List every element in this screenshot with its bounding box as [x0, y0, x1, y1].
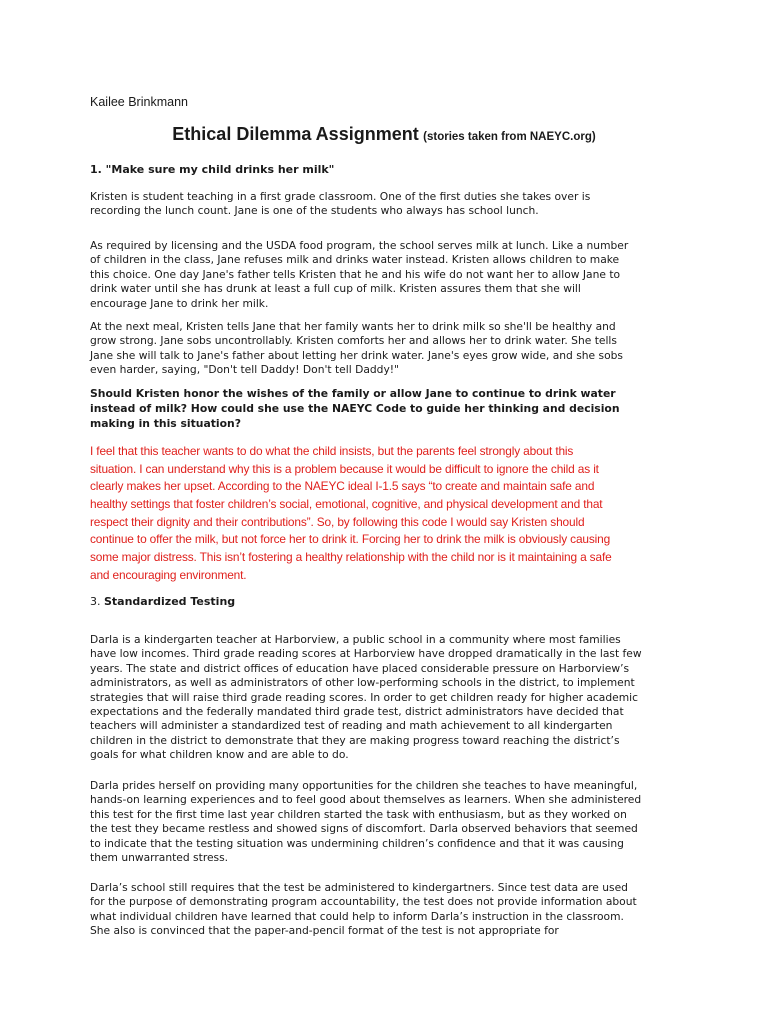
text-line: respect their dignity and their contributions”. So, by following this code I would say Kristen should	[90, 514, 585, 529]
text-line: what individual children have learned that could help to inform Darla’s instruction in the classroom.	[90, 909, 624, 923]
text-line: administrators, as well as administrators of other low-performing schools in the district, to implement	[90, 676, 635, 690]
text-line: encourage Jane to drink her milk.	[90, 296, 269, 310]
text-line: of children in the class, Jane refuses milk and drinks water instead. Kristen allows children to make	[90, 253, 620, 267]
text-line: drink water until she has drunk at least a full cup of milk. Kristen assures them that she will	[90, 282, 581, 296]
text-line: them unwarranted stress.	[90, 850, 229, 864]
section1-paragraph-1	[90, 190, 590, 219]
text-line: She also is convinced that the paper-and-pencil format of the test is not appropriate for	[90, 924, 559, 938]
section3-paragraph-3	[90, 881, 637, 939]
text-line: some major distress. This isn’t fostering a healthy relationship with the child nor is it maintaining a safe	[90, 550, 612, 565]
text-line: even harder, saying, "Don't tell Daddy! Don't tell Daddy!"	[90, 363, 399, 377]
text-line: healthy settings that foster children’s social, emotional, cognitive, and physical development and that	[90, 497, 603, 512]
text-line: Darla is a kindergarten teacher at Harborview, a public school in a community where most families	[90, 633, 621, 646]
text-line: and encouraging environment.	[90, 567, 247, 582]
section1-question	[90, 387, 620, 431]
title-note: (stories taken from NAEYC.org)	[423, 131, 596, 143]
text-line: Kristen is student teaching in a first grade classroom. One of the first duties she takes over is	[90, 190, 591, 203]
text-line: for the purpose of demonstrating program accountability, the test does not provide information about	[90, 895, 637, 909]
text-line: strategies that will raise third grade reading scores. In order to get children ready for higher academic	[90, 690, 638, 704]
text-line: I feel that this teacher wants to do what the child insists, but the parents feel strongly about this	[90, 444, 574, 458]
text-line: this test for the first time last year children started the task with enthusiasm, but as they worked on	[90, 807, 627, 821]
text-line: making in this situation?	[90, 416, 241, 430]
author-name: Kailee Brinkmann	[90, 95, 188, 109]
text-line: teachers will administer a standardized test of reading and math achievement to all kindergarten	[90, 719, 613, 733]
text-line: Should Kristen honor the wishes of the family or allow Jane to continue to drink water	[90, 387, 616, 400]
text-line: recording the lunch count. Jane is one of the students who always has school lunch.	[90, 204, 539, 218]
text-line: instead of milk? How could she use the NAEYC Code to guide her thinking and decision	[90, 401, 620, 415]
section1-paragraph-2	[90, 239, 628, 311]
page-title	[0, 124, 768, 145]
section3-heading	[90, 595, 235, 608]
section3-title: Standardized Testing	[104, 595, 236, 608]
text-line: Darla’s school still requires that the test be administered to kindergartners. Since test data are used	[90, 881, 628, 894]
text-line: continue to offer the milk, but not force her to drink it. Forcing her to drink the milk is obviously causing	[90, 532, 611, 547]
text-line: expectations and the federally mandated third grade test, district administrators have decided that	[90, 704, 624, 718]
text-line: Jane she will talk to Jane's father about letting her drink water. Jane's eyes grow wide, and she sobs	[90, 348, 623, 362]
text-line: clearly makes her upset. According to the NAEYC ideal I-1.5 says “to create and maintain safe and	[90, 479, 595, 494]
text-line: years. The state and district offices of education have placed considerable pressure on Harborview’s	[90, 661, 630, 675]
text-line: this choice. One day Jane's father tells Kristen that he and his wife do not want her to allow Jane to	[90, 267, 621, 281]
text-line: As required by licensing and the USDA food program, the school serves milk at lunch. Like a number	[90, 239, 629, 252]
text-line: grow strong. Jane sobs uncontrollably. Kristen comforts her and allows her to drink water. She tells	[90, 334, 617, 348]
text-line: situation. I can understand why this is a problem because it would be difficult to ignore the child as it	[90, 461, 599, 476]
title-main: Ethical Dilemma Assignment	[172, 124, 419, 144]
section3-paragraph-2	[90, 779, 641, 865]
text-line: goals for what children know and are able to do.	[90, 748, 349, 762]
section1-answer	[90, 443, 612, 585]
text-line: to indicate that the testing situation was undermining children’s confidence and that it was causing	[90, 836, 624, 850]
text-line: Darla prides herself on providing many opportunities for the children she teaches to have meaningful,	[90, 779, 638, 792]
text-line: have low incomes. Third grade reading scores at Harborview have dropped dramatically in the last few	[90, 647, 642, 661]
text-line: children in the district to demonstrate that they are making progress toward reaching the district’s	[90, 733, 620, 747]
text-line: the test they became restless and showed signs of discomfort. Darla observed behaviors that seemed	[90, 822, 638, 836]
section1-paragraph-3	[90, 320, 623, 378]
text-line: At the next meal, Kristen tells Jane that her family wants her to drink milk so she'll be healthy and	[90, 320, 616, 333]
section3-number: 3.	[90, 595, 104, 608]
section1-heading: 1. "Make sure my child drinks her milk"	[90, 163, 335, 176]
text-line: hands-on learning experiences and to feel good about themselves as learners. When she administered	[90, 793, 642, 807]
section3-paragraph-1	[90, 633, 642, 763]
